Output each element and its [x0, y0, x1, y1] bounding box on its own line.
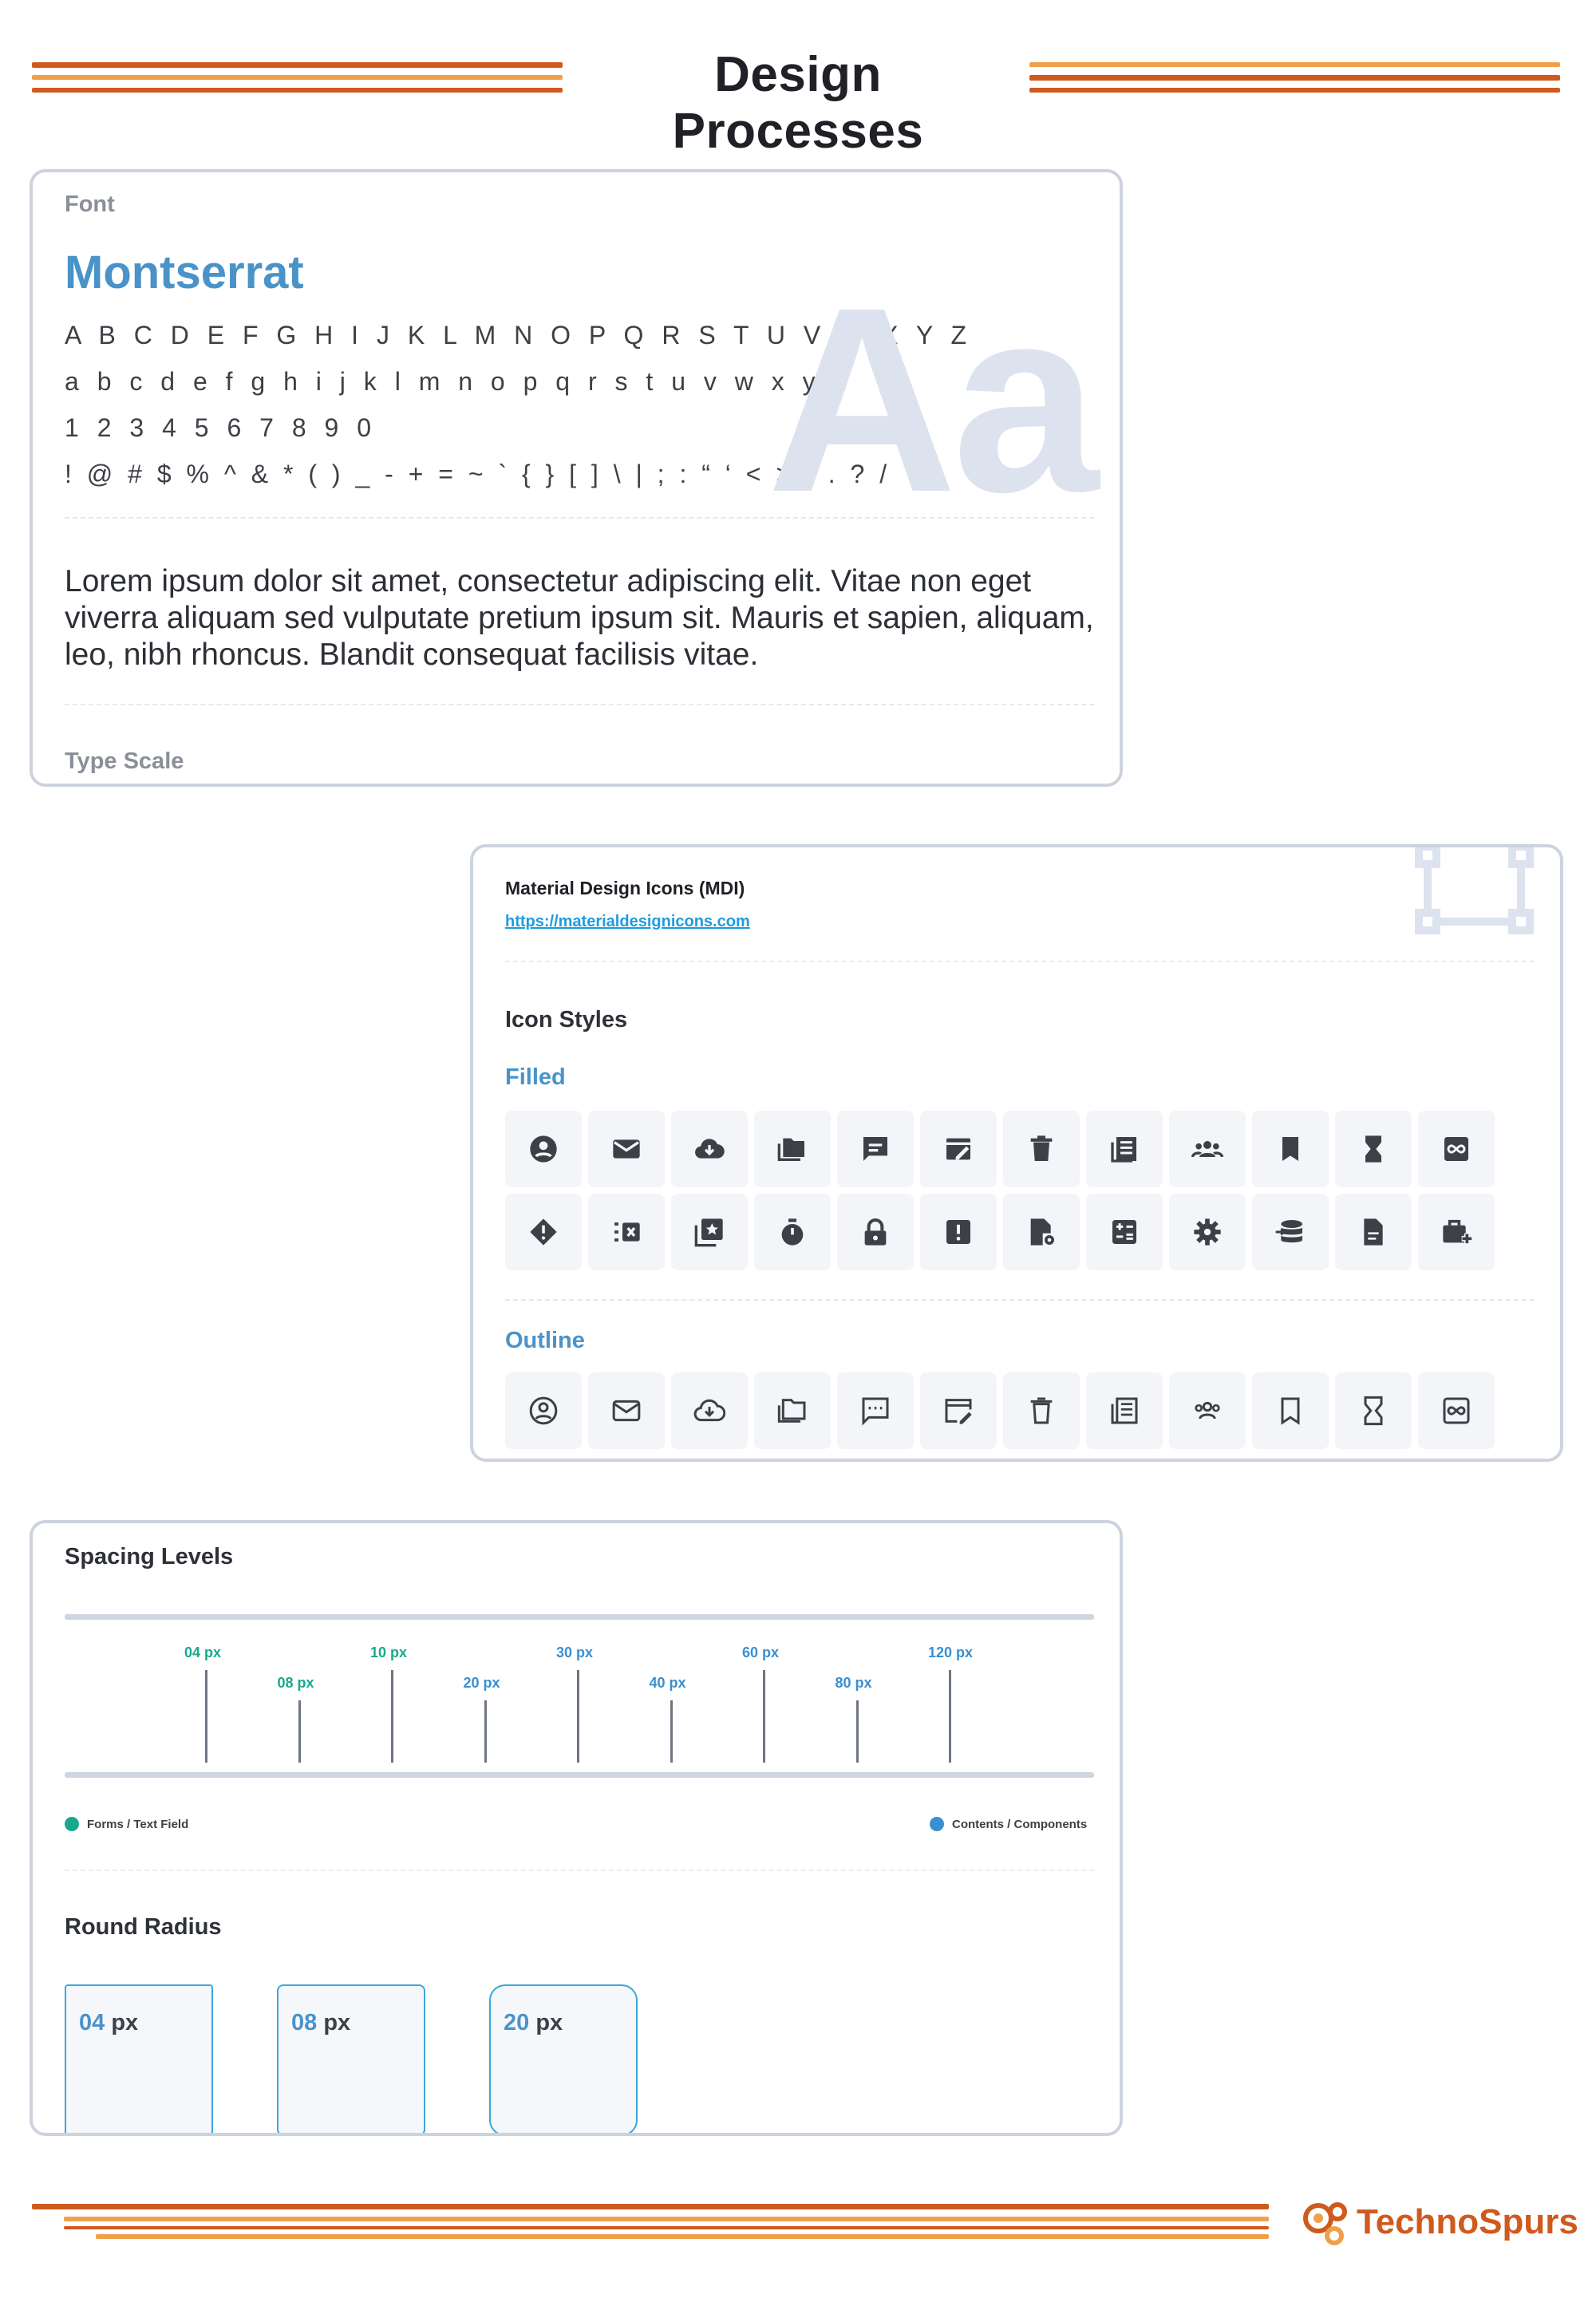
newspaper-icon[interactable] — [1086, 1111, 1163, 1187]
lorem-paragraph: Lorem ipsum dolor sit amet, consectetur adipiscing elit. Vitae non eget viverra aliquam sed vulputate pretium ipsum sit. Mauris et sapien, aliquam, leo, nibh rhoncus. Blandit consequat facilisis vitae. — [65, 564, 1094, 672]
divider — [65, 1870, 1094, 1871]
spacing-tick — [298, 1700, 301, 1763]
spacing-tick — [484, 1700, 487, 1763]
delete-icon[interactable] — [1003, 1111, 1080, 1187]
divider — [505, 1299, 1535, 1301]
footer-stripe-4 — [96, 2234, 1269, 2239]
outline-label: Outline — [505, 1328, 585, 1353]
spacing-label: 60 px — [742, 1645, 780, 1660]
spacing-label: 40 px — [649, 1675, 686, 1691]
radius-value: 08 — [291, 2010, 318, 2035]
radius-title: Round Radius — [65, 1914, 222, 1940]
email-outline-icon — [610, 1395, 642, 1427]
icon-styles-heading: Icon Styles — [505, 1007, 628, 1033]
spacing-tick — [949, 1670, 951, 1763]
divider — [65, 704, 1094, 705]
note-edit-icon[interactable] — [920, 1111, 997, 1187]
cloud-download-icon — [693, 1133, 725, 1165]
email-outline-icon[interactable] — [588, 1372, 665, 1449]
spacing-tick — [763, 1670, 765, 1763]
spacing-label: 04 px — [184, 1645, 222, 1660]
hourglass-outline-icon — [1357, 1395, 1389, 1427]
font-name: Montserrat — [65, 247, 304, 298]
spacing-tick — [391, 1670, 393, 1763]
uppercase-glyphs: A B C D E F G H I J K L M N O P Q R S T U V W X Y Z — [65, 321, 973, 349]
spacing-label: 10 px — [370, 1645, 408, 1660]
mdi-link[interactable]: https://materialdesignicons.com — [505, 913, 750, 930]
divider — [65, 517, 1094, 519]
cog-icon[interactable] — [1169, 1194, 1246, 1270]
newspaper-outline-icon[interactable] — [1086, 1372, 1163, 1449]
digit-glyphs: 1 2 3 4 5 6 7 8 9 0 — [65, 413, 377, 442]
briefcase-plus-icon — [1440, 1216, 1472, 1248]
database-arrow-icon[interactable] — [1252, 1194, 1329, 1270]
folder-multiple-outline-icon — [776, 1395, 808, 1427]
hourglass-outline-icon[interactable] — [1335, 1372, 1412, 1449]
radius-unit: px — [323, 2010, 351, 2035]
font-label: Font — [65, 192, 115, 217]
header-stripe-right-2 — [1029, 75, 1560, 81]
note-edit-outline-icon[interactable] — [920, 1372, 997, 1449]
legend-contents: Contents / Components — [952, 1818, 1088, 1831]
calculator-icon — [1108, 1216, 1140, 1248]
vector-square-icon — [1415, 844, 1535, 938]
cloud-download-icon[interactable] — [671, 1111, 748, 1187]
delete-icon — [1025, 1133, 1057, 1165]
message-text-icon[interactable] — [837, 1111, 914, 1187]
radius-unit: px — [535, 2010, 563, 2035]
file-document-icon — [1357, 1216, 1389, 1248]
icons-card — [470, 844, 1563, 1462]
spacing-title: Spacing Levels — [65, 1544, 234, 1570]
alert-diamond-icon[interactable] — [505, 1194, 582, 1270]
note-edit-outline-icon — [942, 1395, 974, 1427]
calculator-icon[interactable] — [1086, 1194, 1163, 1270]
file-cog-icon — [1025, 1216, 1057, 1248]
account-group-icon[interactable] — [1169, 1111, 1246, 1187]
file-cog-icon[interactable] — [1003, 1194, 1080, 1270]
radius-unit: px — [111, 2010, 139, 2035]
list-remove-icon[interactable] — [588, 1194, 665, 1270]
infinity-box-outline-icon — [1440, 1395, 1472, 1427]
spacing-label: 30 px — [556, 1645, 594, 1660]
account-circle-icon — [527, 1133, 559, 1165]
brand-name: TechnoSpurs — [1357, 2202, 1578, 2241]
account-group-icon — [1191, 1133, 1223, 1165]
spacing-tick — [670, 1700, 673, 1763]
timer-icon[interactable] — [754, 1194, 831, 1270]
spacing-rail-bottom — [65, 1772, 1094, 1778]
hourglass-icon — [1357, 1133, 1389, 1165]
file-document-icon[interactable] — [1335, 1194, 1412, 1270]
header-stripe-left-1 — [32, 62, 563, 68]
delete-outline-icon — [1025, 1395, 1057, 1427]
spacing-label: 20 px — [463, 1675, 500, 1691]
newspaper-icon — [1108, 1133, 1140, 1165]
lock-icon[interactable] — [837, 1194, 914, 1270]
timer-icon — [776, 1216, 808, 1248]
account-circle-outline-icon[interactable] — [505, 1372, 582, 1449]
list-remove-icon — [610, 1216, 642, 1248]
bookmark-icon[interactable] — [1252, 1111, 1329, 1187]
lowercase-glyphs: a b c d e f g h i j k l m n o p q r s t u v w x y z — [65, 367, 852, 396]
delete-outline-icon[interactable] — [1003, 1372, 1080, 1449]
radius-box-04 — [65, 1984, 213, 2136]
footer-stripe-2 — [64, 2217, 1269, 2221]
font-card — [30, 169, 1123, 787]
divider — [505, 961, 1535, 962]
spacing-tick — [205, 1670, 207, 1763]
infinity-box-outline-icon[interactable] — [1418, 1372, 1495, 1449]
newspaper-outline-icon — [1108, 1395, 1140, 1427]
infinity-box-icon — [1440, 1133, 1472, 1165]
mdi-title: Material Design Icons (MDI) — [505, 878, 745, 898]
email-icon — [610, 1133, 642, 1165]
technospurs-logo-icon — [1299, 2196, 1352, 2249]
page-title: Design Processes — [672, 47, 924, 159]
bookmark-outline-icon — [1274, 1395, 1306, 1427]
hourglass-icon[interactable] — [1335, 1111, 1412, 1187]
star-box-multiple-icon[interactable] — [671, 1194, 748, 1270]
header-stripe-left-3 — [32, 88, 563, 93]
folder-multiple-icon — [776, 1133, 808, 1165]
briefcase-plus-icon[interactable] — [1418, 1194, 1495, 1270]
note-edit-icon — [942, 1133, 974, 1165]
lock-icon — [859, 1216, 891, 1248]
header-stripe-right-1 — [1029, 62, 1560, 67]
spacing-label: 120 px — [928, 1645, 974, 1660]
footer-stripe-3 — [64, 2226, 1269, 2229]
account-circle-outline-icon — [527, 1395, 559, 1427]
account-circle-icon[interactable] — [505, 1111, 582, 1187]
legend-forms: Forms / Text Field — [87, 1818, 189, 1831]
footer-stripe-1 — [32, 2204, 1269, 2209]
spacing-tick — [577, 1670, 579, 1763]
message-text-outline-icon — [859, 1395, 891, 1427]
infinity-box-icon[interactable] — [1418, 1111, 1495, 1187]
email-icon[interactable] — [588, 1111, 665, 1187]
account-group-outline-icon — [1191, 1395, 1223, 1427]
spacing-tick — [856, 1700, 859, 1763]
star-box-multiple-icon — [693, 1216, 725, 1248]
bookmark-icon — [1274, 1133, 1306, 1165]
header-stripe-right-3 — [1029, 88, 1560, 93]
spacing-card — [30, 1520, 1123, 2136]
folder-multiple-outline-icon[interactable] — [754, 1372, 831, 1449]
radius-value: 04 — [79, 2010, 105, 2035]
alert-box-icon — [942, 1216, 974, 1248]
cloud-download-outline-icon — [693, 1395, 725, 1427]
database-arrow-icon — [1274, 1216, 1306, 1248]
folder-multiple-icon[interactable] — [754, 1111, 831, 1187]
filled-label: Filled — [505, 1064, 566, 1090]
type-scale-label: Type Scale — [65, 748, 184, 774]
spacing-rail-top — [65, 1614, 1094, 1620]
sample-glyph: Aa — [767, 252, 1094, 547]
legend-forms-dot — [65, 1817, 79, 1831]
spacing-label: 08 px — [277, 1675, 314, 1691]
radius-box-08 — [277, 1984, 425, 2136]
legend-contents-dot — [930, 1817, 944, 1831]
message-text-icon — [859, 1133, 891, 1165]
cloud-download-outline-icon[interactable] — [671, 1372, 748, 1449]
radius-value: 20 — [504, 2010, 530, 2035]
message-text-outline-icon[interactable] — [837, 1372, 914, 1449]
header-stripe-left-2 — [32, 75, 563, 80]
cog-icon — [1191, 1216, 1223, 1248]
symbol-glyphs: ! @ # $ % ^ & * ( ) _ - + = ~ ` { } [ ] \ | ; : “ ‘ < > , . ? / — [65, 460, 891, 488]
bookmark-outline-icon[interactable] — [1252, 1372, 1329, 1449]
alert-box-icon[interactable] — [920, 1194, 997, 1270]
alert-diamond-icon — [527, 1216, 559, 1248]
spacing-label: 80 px — [835, 1675, 872, 1691]
radius-box-20 — [489, 1984, 638, 2136]
account-group-outline-icon[interactable] — [1169, 1372, 1246, 1449]
